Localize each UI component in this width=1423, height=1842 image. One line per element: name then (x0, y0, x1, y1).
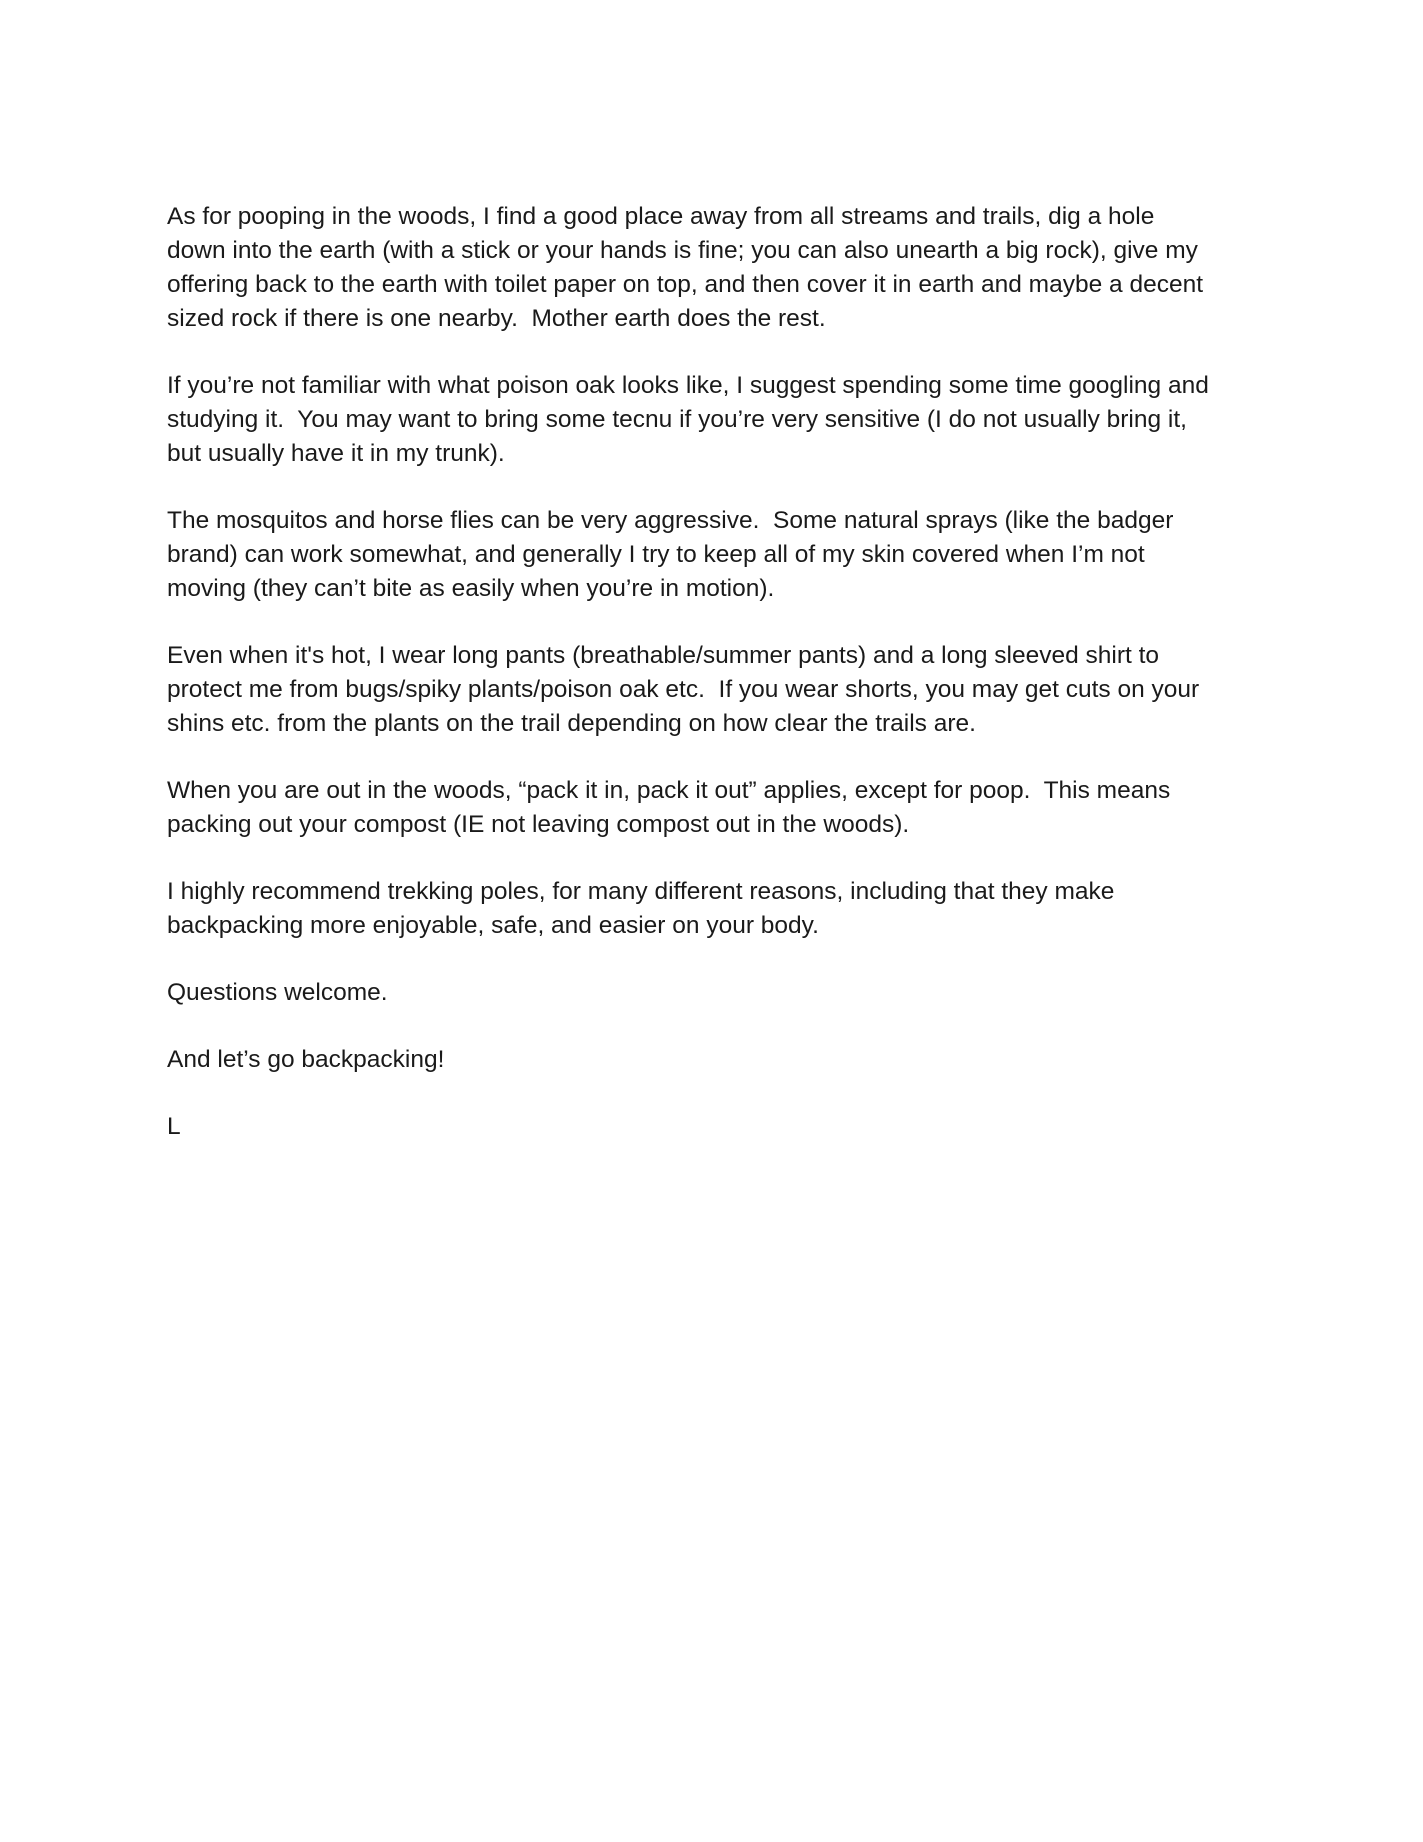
text-line: Questions welcome. (167, 979, 388, 1006)
signature-initial: L (167, 1113, 181, 1140)
text-line: sized rock if there is one nearby. Mother earth does the rest. (167, 305, 826, 332)
paragraph-trekking-poles (167, 875, 1267, 943)
text-line: packing out your compost (IE not leaving compost out in the woods). (167, 811, 910, 838)
paragraph-poison-oak (167, 369, 1267, 471)
text-line: down into the earth (with a stick or your hands is fine; you can also unearth a big rock), give my (167, 237, 1198, 264)
signature (167, 1110, 1267, 1144)
paragraph-mosquitos (167, 504, 1267, 606)
paragraph-clothing (167, 639, 1267, 741)
text-line: but usually have it in my trunk). (167, 440, 505, 467)
text-line: The mosquitos and horse flies can be very aggressive. Some natural sprays (like the badger (167, 507, 1174, 534)
text-line: backpacking more enjoyable, safe, and easier on your body. (167, 912, 819, 939)
text-line: As for pooping in the woods, I find a good place away from all streams and trails, dig a hole (167, 203, 1155, 230)
paragraph-closing (167, 1043, 1267, 1077)
paragraph-pack-it-out (167, 774, 1267, 842)
text-line: moving (they can’t bite as easily when you’re in motion). (167, 575, 775, 602)
text-line: If you’re not familiar with what poison oak looks like, I suggest spending some time googling and (167, 372, 1209, 399)
text-line: I highly recommend trekking poles, for many different reasons, including that they make (167, 878, 1115, 905)
paragraph-pooping (167, 200, 1267, 336)
text-line: brand) can work somewhat, and generally I try to keep all of my skin covered when I’m not (167, 541, 1145, 568)
document-body (167, 200, 1267, 1177)
text-line: offering back to the earth with toilet paper on top, and then cover it in earth and maybe a decent (167, 271, 1204, 298)
text-line: protect me from bugs/spiky plants/poison oak etc. If you wear shorts, you may get cuts on your (167, 676, 1200, 703)
text-line: shins etc. from the plants on the trail depending on how clear the trails are. (167, 710, 976, 737)
text-line: Even when it's hot, I wear long pants (breathable/summer pants) and a long sleeved shirt to (167, 642, 1160, 669)
text-line: And let’s go backpacking! (167, 1046, 445, 1073)
text-line: When you are out in the woods, “pack it in, pack it out” applies, except for poop. This means (167, 777, 1171, 804)
text-line: studying it. You may want to bring some tecnu if you’re very sensitive (I do not usually bring it, (167, 406, 1187, 433)
paragraph-questions (167, 976, 1267, 1010)
